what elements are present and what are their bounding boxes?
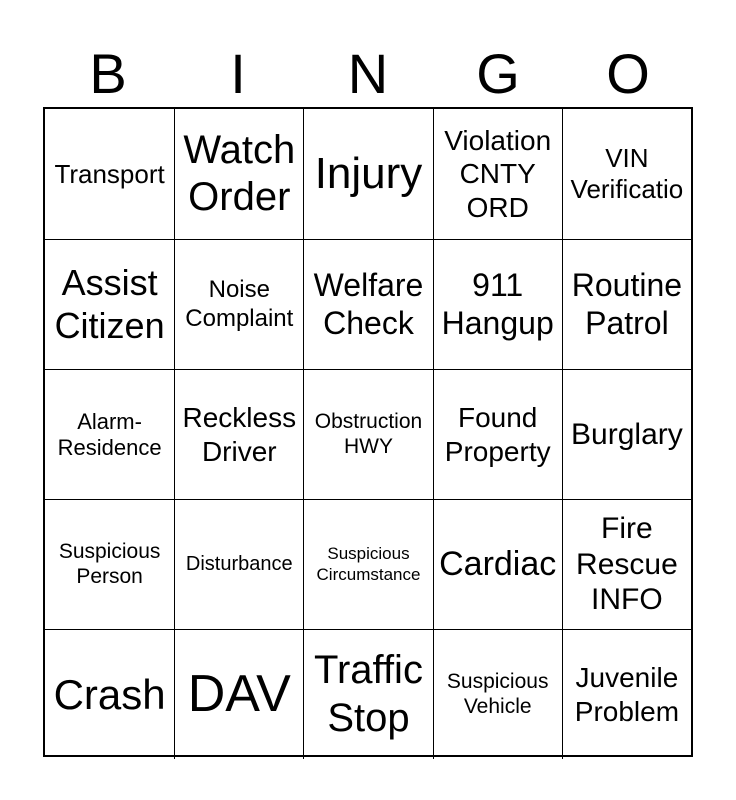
bingo-cell: Traffic Stop [303,629,432,759]
bingo-cell: Disturbance [174,499,303,629]
bingo-cell: Transport [54,158,165,189]
bingo-cell: Crash [45,629,174,759]
bingo-cell: Routine Patrol [562,239,691,369]
bingo-cell: Suspicious Person [45,499,174,629]
header-letter-o: O [606,42,650,105]
grid-row [45,369,691,499]
header-letter-i: I [230,42,246,105]
grid-row [45,239,691,369]
bingo-cell: Obstruction HWY [303,369,432,499]
bingo-cell: Alarm- Residence [45,369,174,499]
bingo-grid [43,107,693,757]
bingo-cell: Found Property [433,369,562,499]
bingo-cell: Juvenile Problem [562,629,691,759]
bingo-cell: Assist Citizen [45,239,174,369]
bingo-cell: DAV [174,629,303,759]
bingo-cell: Welfare Check [303,239,432,369]
bingo-cell: Burglary [562,369,691,499]
bingo-header [43,40,693,108]
bingo-cell: Suspicious Circumstance [303,499,432,629]
bingo-cell: Noise Complaint [174,239,303,369]
bingo-cell: Reckless Driver [174,369,303,499]
bingo-cell: 911 Hangup [433,239,562,369]
header-letter-n: N [347,42,389,105]
grid-row [45,629,691,759]
bingo-cell: Watch Order [174,109,303,239]
header-letter-g: G [476,42,520,105]
bingo-cell: Injury [303,109,432,239]
bingo-cell: Cardiac [433,499,562,629]
bingo-cell: Violation CNTY ORD [433,109,562,239]
bingo-cell: VIN Verificatio [562,109,691,239]
bingo-cell: Suspicious Vehicle [433,629,562,759]
grid-row [45,499,691,629]
header-letter-b: B [89,42,127,105]
grid-row [45,109,691,239]
bingo-cell: Fire Rescue INFO [562,499,691,629]
